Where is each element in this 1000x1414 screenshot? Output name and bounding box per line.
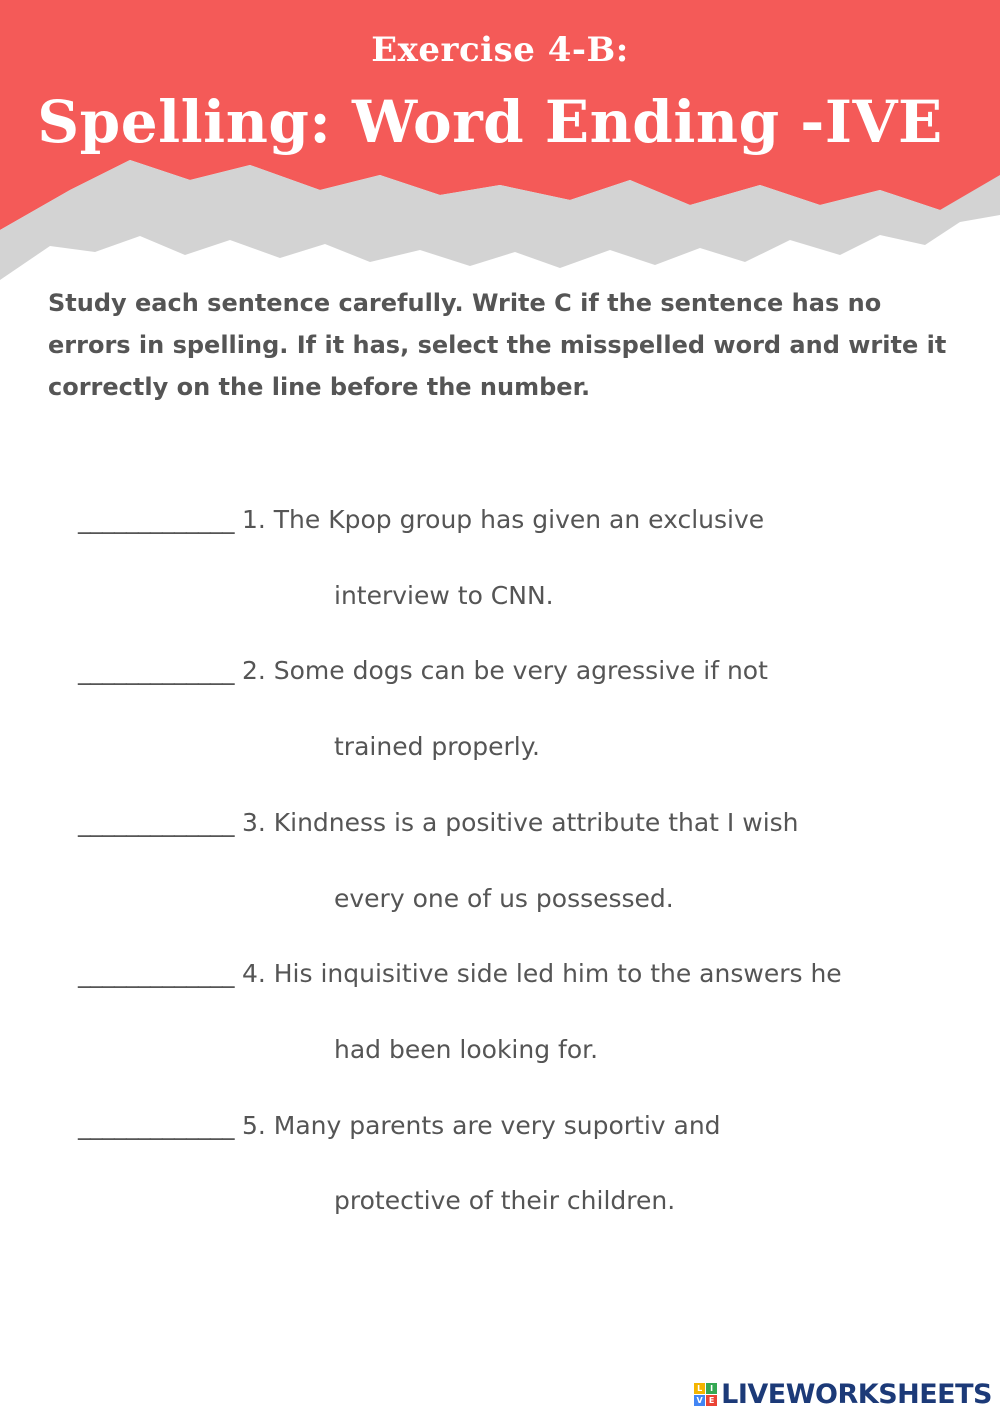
answer-blank-2[interactable]: _____________ bbox=[78, 656, 234, 685]
question-3-row bbox=[78, 808, 799, 837]
logo-text: LIVEWORKSHEETS bbox=[721, 1378, 992, 1410]
instructions-text: Study each sentence carefully. Write C if the sentence has no errors in spelling. If it has, select the misspelled word and write it correctly on the line before the number. bbox=[48, 289, 947, 401]
logo-mark-v: V bbox=[694, 1395, 705, 1406]
question-2-text: 2. Some dogs can be very agressive if not bbox=[241, 656, 768, 685]
question-1-text: 1. The Kpop group has given an exclusive bbox=[241, 505, 765, 534]
logo-mark-l: L bbox=[694, 1383, 705, 1394]
question-1-row bbox=[78, 505, 764, 534]
logo-mark-icon bbox=[694, 1383, 717, 1406]
question-3-text: 3. Kindness is a positive attribute that I wish bbox=[241, 808, 799, 837]
header-banner bbox=[0, 0, 1000, 290]
question-4-continuation: had been looking for. bbox=[334, 1035, 599, 1064]
answer-blank-5[interactable]: _____________ bbox=[78, 1111, 234, 1140]
question-5-text: 5. Many parents are very suportiv and bbox=[241, 1111, 721, 1140]
question-4-row bbox=[78, 959, 842, 988]
exercise-label: Exercise 4-B: bbox=[371, 30, 629, 70]
question-4-text: 4. His inquisitive side led him to the answers he bbox=[241, 959, 842, 988]
answer-blank-3[interactable]: _____________ bbox=[78, 808, 234, 837]
question-2-row bbox=[78, 656, 768, 685]
question-3-continuation: every one of us possessed. bbox=[334, 884, 674, 913]
question-5-continuation: protective of their children. bbox=[334, 1186, 676, 1215]
page-title: Spelling: Word Ending -IVE bbox=[37, 88, 943, 156]
question-1-continuation: interview to CNN. bbox=[334, 581, 554, 610]
liveworksheets-logo[interactable] bbox=[694, 1378, 992, 1410]
answer-blank-1[interactable]: _____________ bbox=[78, 505, 234, 534]
answer-blank-4[interactable]: _____________ bbox=[78, 959, 234, 988]
logo-mark-i: I bbox=[706, 1383, 717, 1394]
question-5-row bbox=[78, 1111, 721, 1140]
logo-mark-e: E bbox=[706, 1395, 717, 1406]
question-2-continuation: trained properly. bbox=[334, 732, 540, 761]
